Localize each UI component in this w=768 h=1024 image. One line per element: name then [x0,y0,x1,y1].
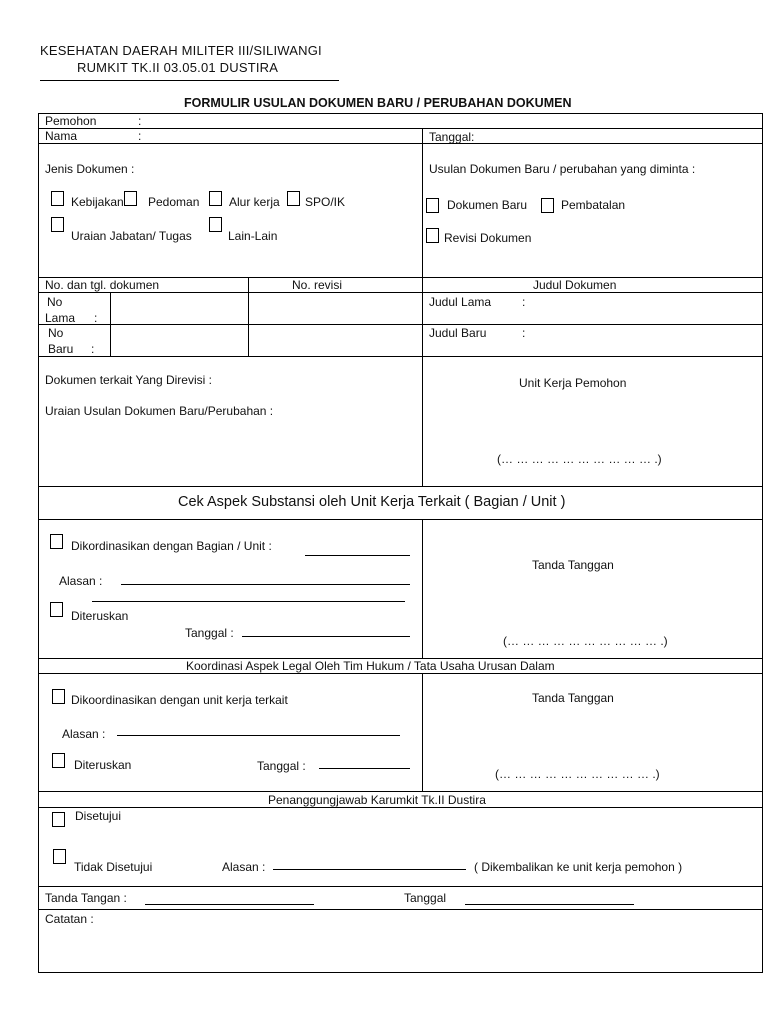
lain-lain-label: Lain-Lain [228,229,278,243]
kebijakan-checkbox[interactable] [51,191,64,206]
disetujui-checkbox[interactable] [52,812,65,827]
rule [38,486,763,487]
dikordinasikan-label: Dikordinasikan dengan Bagian / Unit : [71,539,272,553]
legal-heading: Koordinasi Aspek Legal Oleh Tim Hukum / Tata Usaha Urusan Dalam [186,659,555,673]
frame-right [762,113,763,972]
rule [38,356,763,357]
pemohon-colon: : [138,114,142,128]
no-lama-label: No [47,295,63,309]
rule [38,673,763,674]
dikordinasikan-checkbox[interactable] [50,534,63,549]
pembatalan-checkbox[interactable] [541,198,554,213]
frame-bottom [38,972,763,973]
signature-placeholder: (… … … … … … … … … … .) [503,634,668,648]
judul-lama-colon: : [522,295,526,309]
diteruskan-label: Diteruskan [71,609,129,623]
approval-tanggal-label: Tanggal [404,891,447,905]
tidak-disetujui-label: Tidak Disetujui [74,860,153,874]
alur-kerja-label: Alur kerja [229,195,280,209]
tanggal-label: Tanggal: [429,130,475,144]
tanggal-line[interactable] [319,768,410,769]
nama-label: Nama [45,129,78,143]
rule [38,791,763,792]
alasan-line[interactable] [117,735,400,736]
no-baru-label: Baru [48,342,74,356]
tanda-tangan-label: Tanda Tanggan [532,691,614,705]
approval-tanggal-line[interactable] [465,904,634,905]
kebijakan-label: Kebijakan [71,195,124,209]
uraian-jabatan-label: Uraian Jabatan/ Tugas [71,229,192,243]
disetujui-label: Disetujui [75,809,122,823]
col-divider [110,292,111,356]
rule [38,807,763,808]
rule [38,324,763,325]
frame-left [38,113,39,972]
uraian-usulan-label: Uraian Usulan Dokumen Baru/Perubahan : [45,404,274,418]
dokumen-baru-label: Dokumen Baru [447,198,528,212]
revisi-dokumen-checkbox[interactable] [426,228,439,243]
bagian-unit-line[interactable] [305,555,410,556]
diteruskan-checkbox[interactable] [52,753,65,768]
alasan-label: Alasan : [62,727,106,741]
mid-divider [422,673,423,791]
header-underline [40,80,339,81]
lain-lain-checkbox[interactable] [209,217,222,232]
spo-label: SPO/IK [305,195,346,209]
dikoordinasikan-label: Dikoordinasikan dengan unit kerja terkait [71,693,288,707]
tanda-tangan-line[interactable] [145,904,314,905]
approval-heading: Penanggungjawab Karumkit Tk.II Dustira [268,793,486,807]
no-lama-label: Lama [45,311,76,325]
approval-alasan-label: Alasan : [222,860,266,874]
substansi-heading: Cek Aspek Substansi oleh Unit Kerja Terkait ( Bagian / Unit ) [178,494,566,510]
tanggal-label: Tanggal : [185,626,234,640]
dikoordinasikan-checkbox[interactable] [52,689,65,704]
rule [38,909,763,910]
col-divider [248,277,249,356]
frame-top [38,113,763,114]
no-baru-label: No [48,326,64,340]
rule [38,292,763,293]
signature-placeholder: (… … … … … … … … … … .) [497,452,662,466]
dokumen-terkait-label: Dokumen terkait Yang Direvisi : [45,373,212,387]
usulan-label: Usulan Dokumen Baru / perubahan yang diminta : [429,162,696,176]
dikembalikan-note: ( Dikembalikan ke unit kerja pemohon ) [474,860,683,874]
col-header-revisi: No. revisi [292,278,343,292]
org-name: KESEHATAN DAERAH MILITER III/SILIWANGI [40,43,322,58]
diteruskan-checkbox[interactable] [50,602,63,617]
judul-baru-colon: : [522,326,526,340]
alasan-label: Alasan : [59,574,103,588]
rule [38,128,763,129]
hospital-name: RUMKIT TK.II 03.05.01 DUSTIRA [77,60,279,75]
dokumen-baru-checkbox[interactable] [426,198,439,213]
spo-checkbox[interactable] [287,191,300,206]
mid-divider [422,128,423,486]
revisi-dokumen-label: Revisi Dokumen [444,231,532,245]
col-header-no-tgl: No. dan tgl. dokumen [45,278,160,292]
pedoman-checkbox[interactable] [124,191,137,206]
pembatalan-label: Pembatalan [561,198,626,212]
pedoman-label: Pedoman [148,195,200,209]
alasan-line-2[interactable] [92,601,405,602]
form-title: FORMULIR USULAN DOKUMEN BARU / PERUBAHAN DOKUMEN [184,96,572,110]
col-header-judul: Judul Dokumen [533,278,617,292]
tanda-tangan-label: Tanda Tanggan [532,558,614,572]
alasan-line[interactable] [121,584,410,585]
pemohon-label: Pemohon [45,114,97,128]
judul-lama-label: Judul Lama [429,295,492,309]
no-baru-colon: : [91,342,95,356]
mid-divider [422,519,423,658]
rule [38,519,763,520]
uraian-jabatan-checkbox[interactable] [51,217,64,232]
approval-alasan-line[interactable] [273,869,466,870]
rule [38,886,763,887]
tidak-disetujui-checkbox[interactable] [53,849,66,864]
judul-baru-label: Judul Baru [429,326,487,340]
tanda-tangan-label: Tanda Tangan : [45,891,127,905]
rule [38,143,763,144]
tanggal-label: Tanggal : [257,759,306,773]
catatan-label: Catatan : [45,912,94,926]
alur-kerja-checkbox[interactable] [209,191,222,206]
no-lama-colon: : [94,311,98,325]
jenis-dokumen-label: Jenis Dokumen : [45,162,135,176]
unit-kerja-pemohon-label: Unit Kerja Pemohon [519,376,627,390]
nama-colon: : [138,129,142,143]
signature-placeholder: (… … … … … … … … … … .) [495,767,660,781]
tanggal-line[interactable] [242,636,410,637]
diteruskan-label: Diteruskan [74,758,132,772]
